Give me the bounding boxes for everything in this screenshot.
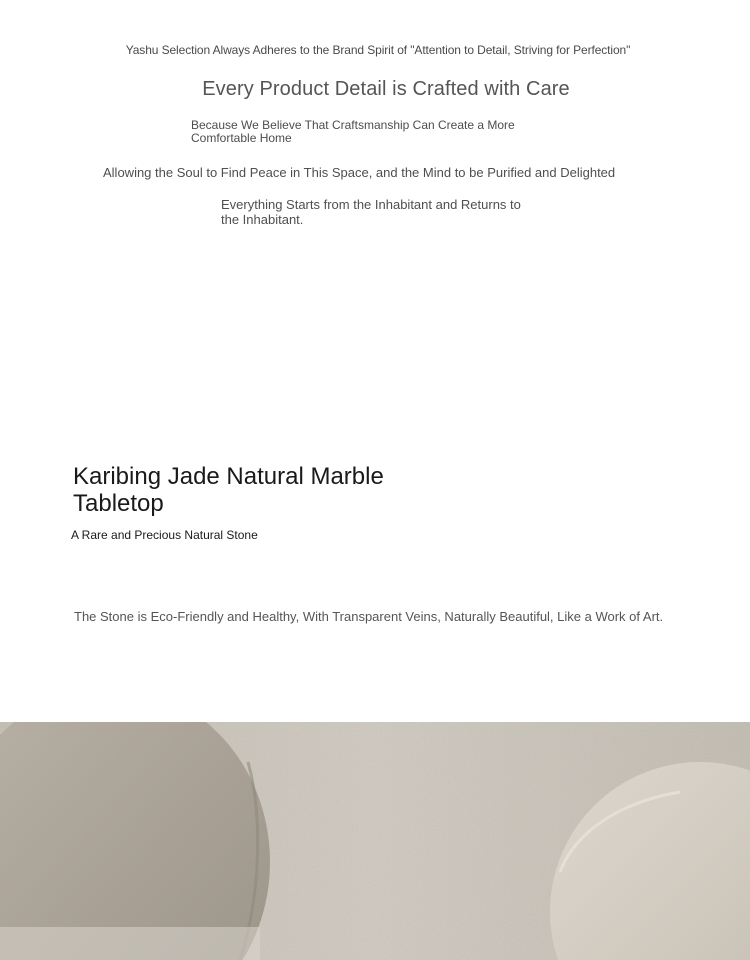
marble-tabletop-photo xyxy=(0,722,750,960)
product-title: Karibing Jade Natural Marble Tabletop xyxy=(73,463,384,517)
inhabitant-text: Everything Starts from the Inhabitant and Returns to the Inhabitant. xyxy=(221,197,521,227)
soul-text: Allowing the Soul to Find Peace in This Space, and the Mind to be Purified and Delighted xyxy=(103,165,616,180)
product-description: The Stone is Eco-Friendly and Healthy, With Transparent Veins, Naturally Beautiful, Like a Work of Art. xyxy=(74,609,664,624)
marble-photo-graphic xyxy=(0,722,750,960)
product-subtitle: A Rare and Precious Natural Stone xyxy=(71,528,258,542)
section-headline: Every Product Detail is Crafted with Care xyxy=(202,78,570,100)
brand-spirit-text: Yashu Selection Always Adheres to the Brand Spirit of "Attention to Detail, Striving for Perfection" xyxy=(125,43,631,57)
belief-text: Because We Believe That Craftsmanship Can Create a More Comfortable Home xyxy=(191,118,515,145)
